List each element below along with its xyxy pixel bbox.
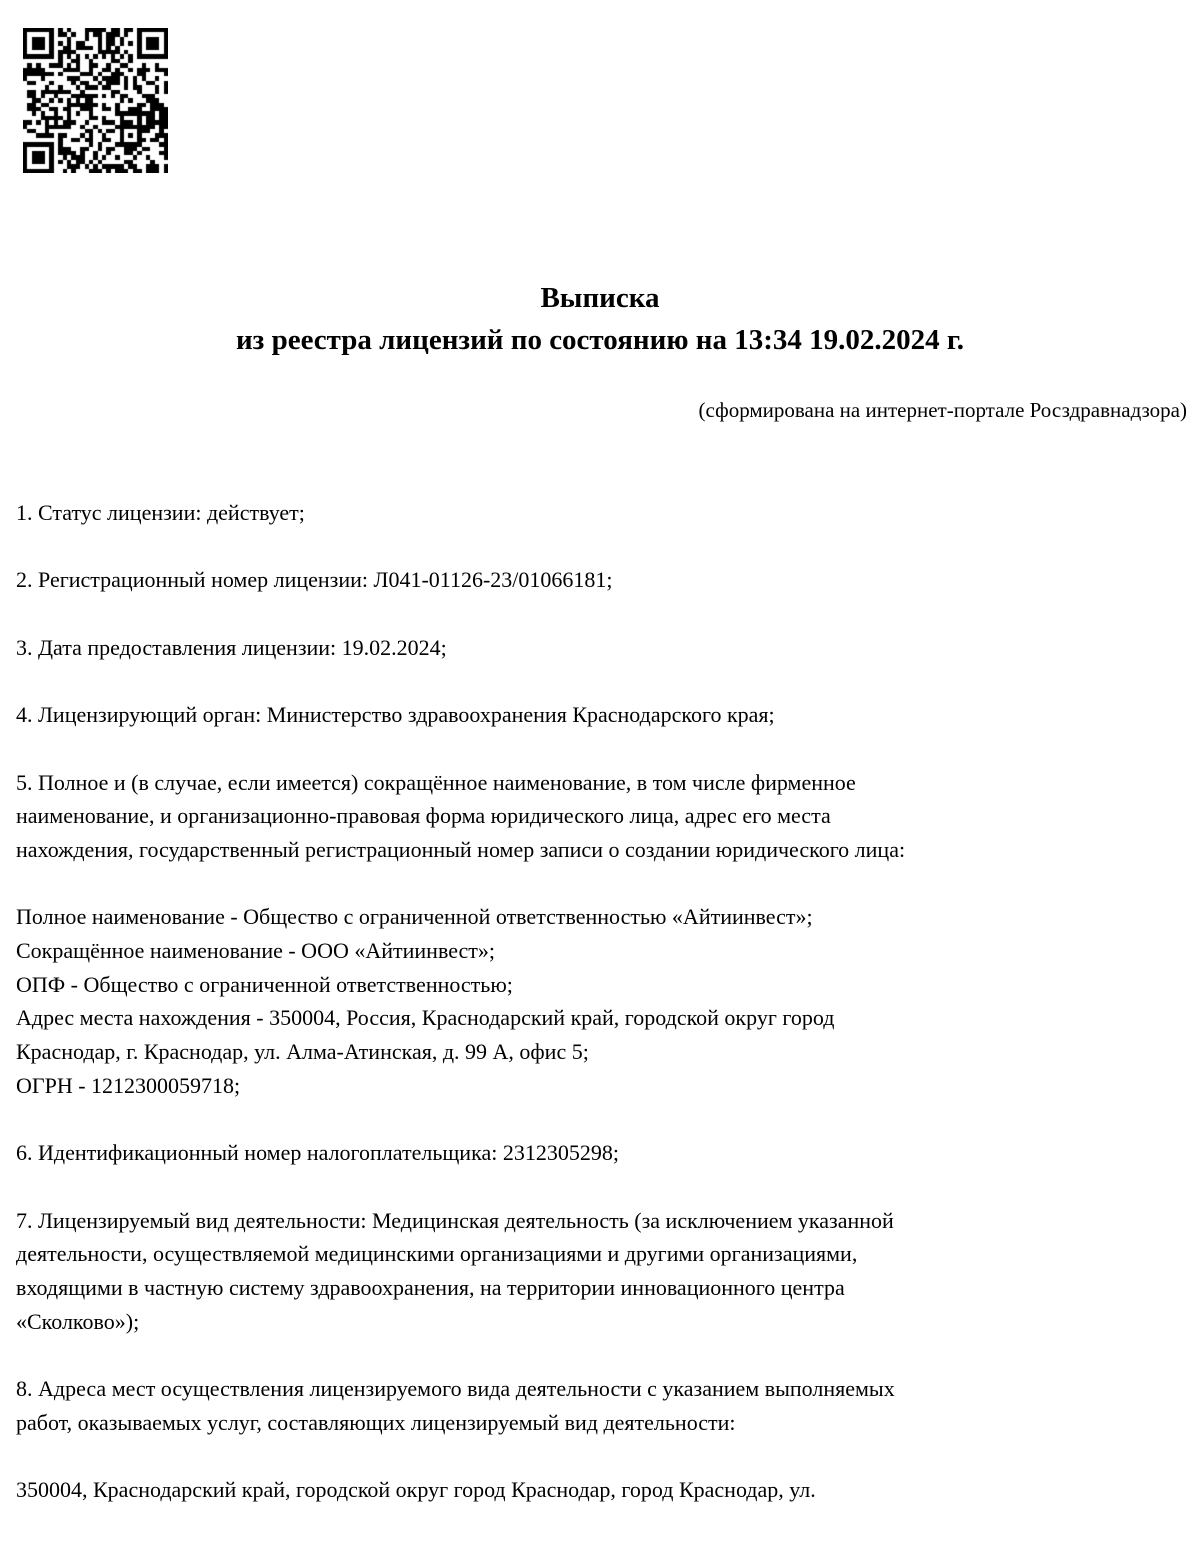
text-line: Адрес места нахождения - 350004, Россия, Краснодарский край, городской округ город bbox=[16, 1005, 835, 1031]
qr-code bbox=[23, 28, 168, 173]
text-line: наименование, и организационно-правовая форма юридического лица, адрес его места bbox=[16, 803, 831, 829]
licensed-activity bbox=[16, 1204, 1187, 1339]
taxpayer-id bbox=[16, 1136, 1187, 1170]
text-line: деятельности, осуществляемой медицинскими организациями и другими организациями, bbox=[16, 1241, 858, 1267]
entity-names-intro bbox=[16, 766, 1187, 867]
activity-address bbox=[16, 1473, 1187, 1507]
text-line: 8. Адреса мест осуществления лицензируемого вида деятельности с указанием выполняемых bbox=[16, 1376, 895, 1402]
grant-date bbox=[16, 631, 1187, 665]
licensing-authority bbox=[16, 698, 1187, 732]
text-line: входящими в частную систему здравоохранения, на территории инновационного центра bbox=[16, 1275, 845, 1301]
text-line: ОГРН - 1212300059718; bbox=[16, 1072, 241, 1098]
text-line: 7. Лицензируемый вид деятельности: Медицинская деятельность (за исключением указанной bbox=[16, 1207, 894, 1233]
title-line-1: Выписка bbox=[540, 282, 660, 314]
text-line: 5. Полное и (в случае, если имеется) сокращённое наименование, в том числе фирменное bbox=[16, 769, 856, 795]
document-title bbox=[0, 277, 1200, 361]
text-line: 3. Дата предоставления лицензии: 19.02.2024; bbox=[16, 634, 447, 660]
text-line: ОПФ - Общество с ограниченной ответственностью; bbox=[16, 971, 513, 997]
text-line: Краснодар, г. Краснодар, ул. Алма-Атинская, д. 99 А, офис 5; bbox=[16, 1039, 589, 1065]
document-body bbox=[16, 496, 1187, 1541]
text-line: работ, оказываемых услуг, составляющих лицензируемый вид деятельности: bbox=[16, 1409, 736, 1435]
text-line: нахождения, государственный регистрационный номер записи о создании юридического лица: bbox=[16, 836, 906, 862]
license-status bbox=[16, 496, 1187, 530]
text-line: 6. Идентификационный номер налогоплательщика: 2312305298; bbox=[16, 1140, 619, 1166]
entity-details bbox=[16, 900, 1187, 1102]
text-line: 350004, Краснодарский край, городской округ город Краснодар, город Краснодар, ул. bbox=[16, 1477, 816, 1503]
text-line: Полное наименование - Общество с ограниченной ответственностью «Айтиинвест»; bbox=[16, 904, 813, 930]
text-line: Сокращённое наименование - ООО «Айтиинвест»; bbox=[16, 938, 496, 964]
text-line: 2. Регистрационный номер лицензии: Л041-01126-23/01066181; bbox=[16, 567, 613, 593]
text-line: 1. Статус лицензии: действует; bbox=[16, 500, 305, 525]
title-line-2: из реестра лицензий по состоянию на 13:34 19.02.2024 г. bbox=[235, 324, 965, 356]
registration-number bbox=[16, 563, 1187, 597]
text-line: 4. Лицензирующий орган: Министерство здравоохранения Краснодарского края; bbox=[16, 702, 775, 728]
text-line: «Сколково»); bbox=[16, 1308, 140, 1334]
document-subtitle: (сформирована на интернет-портале Росздравнадзора) bbox=[698, 398, 1187, 422]
activity-addresses-intro bbox=[16, 1372, 1187, 1439]
